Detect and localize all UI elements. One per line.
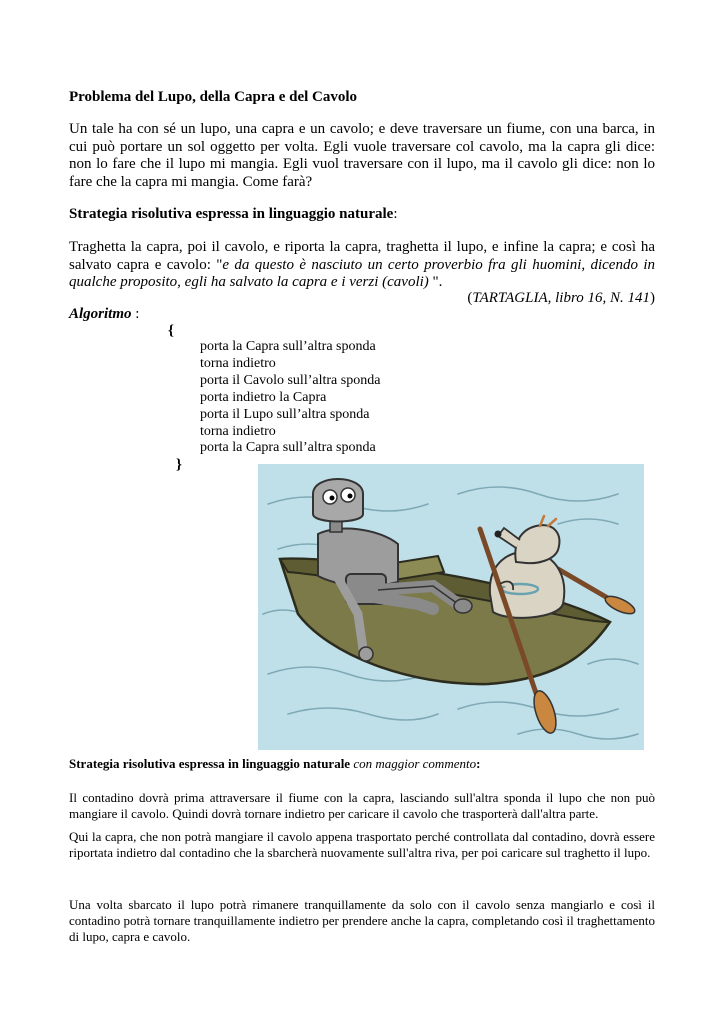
algorithm-step: torna indietro: [200, 423, 276, 439]
algorithm-step: porta indietro la Capra: [200, 389, 327, 405]
algorithm-label-colon: :: [131, 306, 140, 322]
robot-and-dog-in-boat-image: [258, 464, 644, 750]
document-title: Problema del Lupo, della Capra e del Cavolo: [69, 89, 358, 105]
strategy-quote: e da questo è nasciuto un certo proverbio fra gli huomini, dicendo in qualche proposito, egli ha salvato la capra e i verzi (cavoli): [69, 256, 656, 290]
algorithm-label: [69, 305, 655, 323]
commented-strategy-heading: [69, 756, 669, 772]
strategy-heading-text: Strategia risolutiva espressa in linguaggio naturale: [69, 206, 394, 222]
algorithm-step: porta il Lupo sull’altra sponda: [200, 406, 370, 422]
citation-open: (: [467, 290, 473, 306]
algorithm-step: porta la Capra sull’altra sponda: [200, 440, 376, 456]
algorithm-label-text: Algoritmo: [69, 306, 132, 322]
problem-statement: Un tale ha con sé un lupo, una capra e un cavolo; e deve traversare un fiume, con una barca, in cui può portare un sol oggetto per volta. Egli vuole traversare col cavolo, ma la capra gli dice: non lo fare che il lupo mi mangia. Egli vuol traversare con il lupo, ma il cavolo gli dice: non lo fare che la capra mi mangia. Come farà?: [69, 121, 655, 190]
boat-illustration: [258, 464, 644, 750]
commented-heading-colon: :: [476, 756, 481, 771]
commented-paragraph: Una volta sbarcato il lupo potrà rimanere tranquillamente da solo con il cavolo senza mangiarlo e così il contadino potrà tornare tranquillamente indietro per prendere anche la capra, completando così il traghettamento di lupo, capra e cavolo.: [69, 897, 655, 944]
strategy-text: Traghetta la capra, poi il cavolo, e riporta la capra, traghetta il lupo, e infine la capra; e così ha salvato capra e cavolo: ": [69, 239, 655, 273]
algorithm-brace-open: {: [168, 323, 174, 339]
commented-paragraph: Qui la capra, che non potrà mangiare il cavolo appena trasportato perché controllata dal contadino, dovrà essere riportata indietro dal contadino che la sbarcherà nuovamente sull'altra riva, per poi caricare sul traghetto il lupo.: [69, 829, 655, 860]
algorithm-step: porta il Cavolo sull’altra sponda: [200, 372, 381, 388]
strategy-paragraph: [69, 239, 655, 292]
algorithm-steps: [200, 339, 380, 457]
algorithm-step: porta la Capra sull’altra sponda: [200, 339, 376, 354]
commented-heading-italic: con maggior commento: [353, 756, 477, 771]
citation-close: ): [650, 290, 655, 306]
citation-text: TARTAGLIA, libro 16, N. 141: [472, 290, 650, 306]
commented-paragraph: Il contadino dovrà prima attraversare il fiume con la capra, lasciando sull'altra sponda il lupo che non può mangiare il cavolo. Quindi dovrà tornare indietro per caricare il cavolo che trasporterà dall'altra parte.: [69, 790, 655, 821]
algorithm-step: torna indietro: [200, 355, 276, 371]
strategy-heading: [69, 205, 655, 223]
commented-heading-text: Strategia risolutiva espressa in linguaggio naturale: [69, 756, 351, 771]
algorithm-brace-close: }: [176, 457, 182, 473]
strategy-text-end: ".: [428, 274, 443, 290]
strategy-heading-colon: :: [393, 206, 398, 222]
